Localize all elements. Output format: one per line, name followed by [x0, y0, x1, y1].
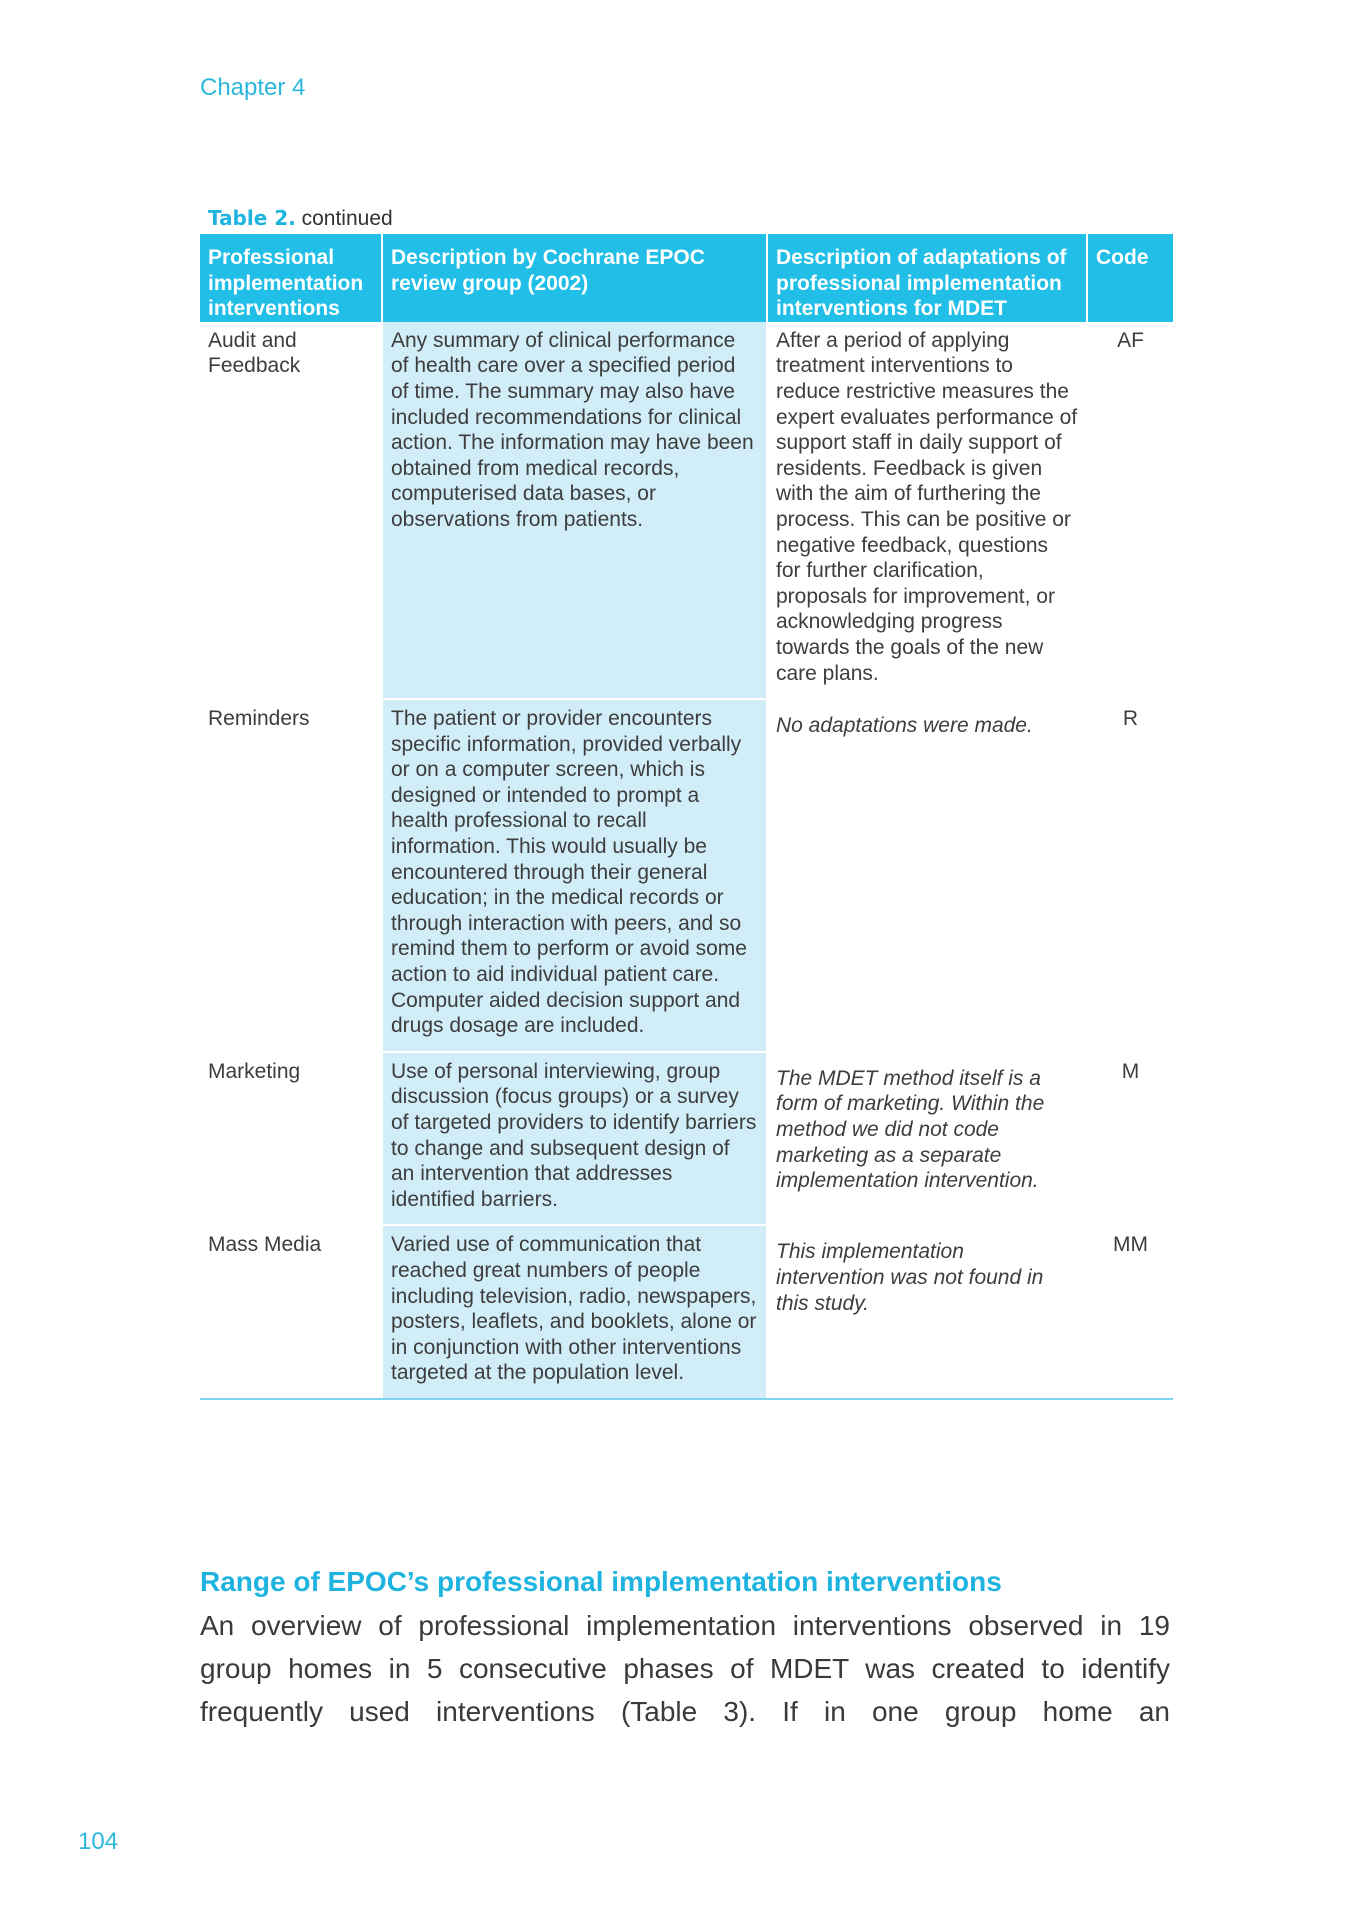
intervention-cell: Reminders [200, 699, 382, 1052]
intervention-cell: Marketing [200, 1052, 382, 1226]
chapter-heading: Chapter 4 [200, 74, 306, 101]
column-header-epoc-description: Description by Cochrane EPOC review group (2002) [382, 234, 767, 322]
page-number: 104 [78, 1828, 119, 1855]
table-caption-label: Table 2. [208, 206, 296, 230]
code-cell: MM [1087, 1225, 1173, 1399]
code-cell: AF [1087, 322, 1173, 699]
table-caption-text: continued [295, 207, 393, 230]
intervention-cell: Mass Media [200, 1225, 382, 1399]
body-paragraph: An overview of professional implementation interventions observed in 19 group homes in 5 consecutive phases of MDET was created to identify frequently used interventions (Table 3). If in one group home an [200, 1610, 1170, 1727]
column-header-code: Code [1087, 234, 1173, 322]
mdet-adaptation-cell: The MDET method itself is a form of marketing. Within the method we did not code marketing as a separate implementation intervention. [767, 1052, 1087, 1226]
mdet-adaptation-cell: No adaptations were made. [767, 699, 1087, 1052]
table-caption [208, 206, 393, 231]
column-header-mdet-adaptation: Description of adaptations of professional implementation interventions for MDET [767, 234, 1087, 322]
mdet-adaptation-cell: After a period of applying treatment interventions to reduce restrictive measures the expert evaluates performance of support staff in daily support of residents. Feedback is given with the aim of furthering the process. This can be positive or negative feedback, questions for further clarification, proposals for improvement, or acknowledging progress towards the goals of the new care plans. [767, 322, 1087, 699]
table-header-row [200, 234, 1173, 322]
table-row [200, 699, 1173, 1052]
code-cell: M [1087, 1052, 1173, 1226]
intervention-cell: Audit and Feedback [200, 322, 382, 699]
epoc-description-cell: Varied use of communication that reached great numbers of people including television, radio, newspapers, posters, leaflets, and booklets, alone or in conjunction with other interventions targeted at the population level. [382, 1225, 767, 1399]
table-row [200, 322, 1173, 699]
table-row [200, 1225, 1173, 1399]
section-title: Range of EPOC’s professional implementation interventions [200, 1566, 1002, 1597]
code-cell: R [1087, 699, 1173, 1052]
table-row [200, 1052, 1173, 1226]
interventions-table [200, 234, 1173, 1400]
column-header-intervention: Professional implementation interventions [200, 234, 382, 322]
epoc-description-cell: Use of personal interviewing, group discussion (focus groups) or a survey of targeted providers to identify barriers to change and subsequent design of an intervention that addresses identified barriers. [382, 1052, 767, 1226]
epoc-description-cell: Any summary of clinical performance of health care over a specified period of time. The summary may also have included recommendations for clinical action. The information may have been obtained from medical records, computerised data bases, or observations from patients. [382, 322, 767, 699]
epoc-description-cell: The patient or provider encounters specific information, provided verbally or on a computer screen, which is designed or intended to prompt a health professional to recall information. This would usually be encountered through their general education; in the medical records or through interaction with peers, and so remind them to perform or avoid some action to aid individual patient care. Computer aided decision support and drugs dosage are included. [382, 699, 767, 1052]
mdet-adaptation-cell: This implementation intervention was not found in this study. [767, 1225, 1087, 1399]
